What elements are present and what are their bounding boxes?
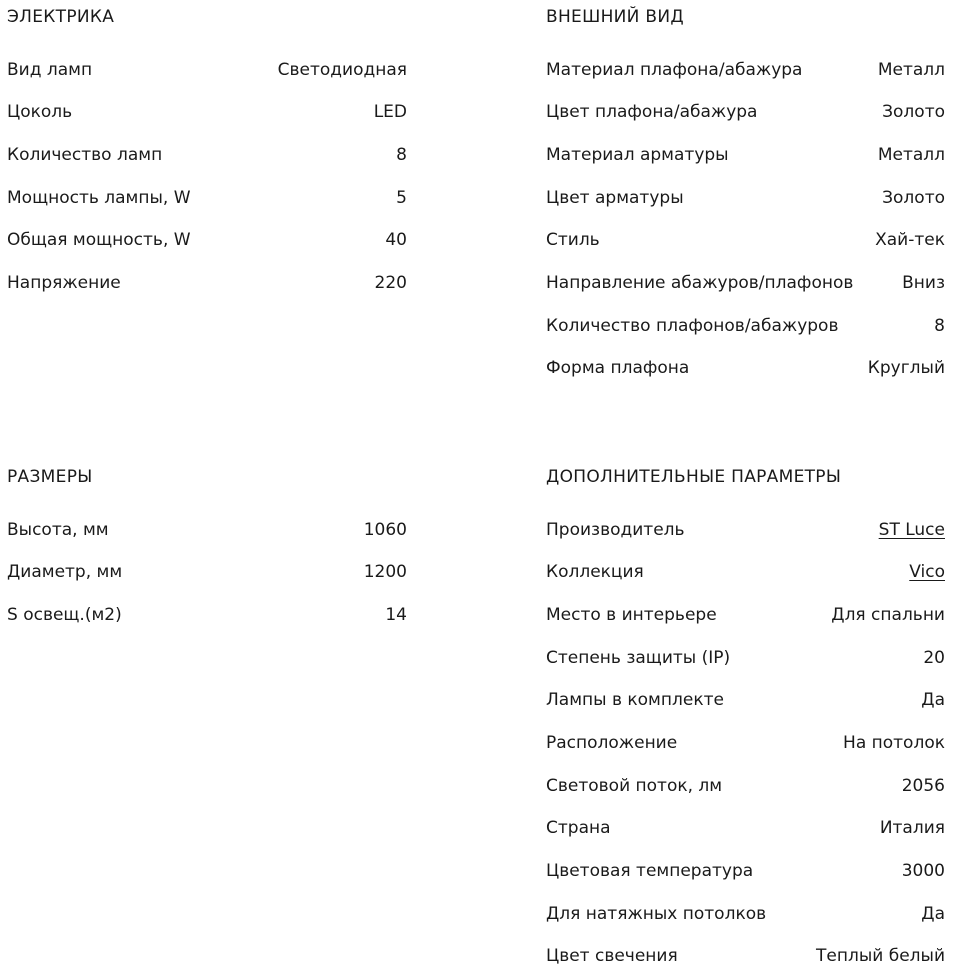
spec-label: Страна xyxy=(546,818,611,838)
spec-row-total-power xyxy=(7,228,407,252)
spec-label: Форма плафона xyxy=(546,358,690,378)
spec-row-shade-color xyxy=(546,100,945,124)
spec-row-lamp-count xyxy=(7,143,407,167)
spec-value: 8 xyxy=(934,316,945,336)
spec-row-luminous-flux xyxy=(546,774,945,798)
spec-label: Высота, мм xyxy=(7,520,109,540)
spec-row-interior-place xyxy=(546,603,945,627)
spec-row-diameter xyxy=(7,560,407,584)
spec-label: Цвет арматуры xyxy=(546,188,684,208)
spec-label: Производитель xyxy=(546,520,685,540)
spec-row-shade-count xyxy=(546,314,945,338)
spec-label: Степень защиты (IP) xyxy=(546,648,731,668)
spec-value: LED xyxy=(373,102,407,122)
appearance-section xyxy=(546,0,945,390)
spec-label: Количество плафонов/абажуров xyxy=(546,316,839,336)
spec-label: Мощность лампы, W xyxy=(7,188,191,208)
spec-row-height xyxy=(7,518,407,542)
spec-row-mounting xyxy=(546,731,945,755)
spec-row-lamps-included xyxy=(546,688,945,712)
spec-row-shade-shape xyxy=(546,356,945,380)
spec-value: Да xyxy=(921,690,945,710)
spec-row-shade-material xyxy=(546,58,945,82)
electrics-section-title: ЭЛЕКТРИКА xyxy=(7,7,115,27)
spec-value: Золото xyxy=(882,102,945,122)
spec-label: Напряжение xyxy=(7,273,121,293)
spec-label: Лампы в комплекте xyxy=(546,690,724,710)
spec-value: 1200 xyxy=(363,562,407,582)
spec-value: 20 xyxy=(923,648,945,668)
spec-value: Для спальни xyxy=(831,605,945,625)
spec-row-frame-material xyxy=(546,143,945,167)
spec-row-collection xyxy=(546,560,945,584)
extra-params-section-title: ДОПОЛНИТЕЛЬНЫЕ ПАРАМЕТРЫ xyxy=(546,467,842,487)
spec-label: Количество ламп xyxy=(7,145,163,165)
spec-value: 14 xyxy=(385,605,407,625)
spec-value: 8 xyxy=(396,145,407,165)
manufacturer-link[interactable]: ST Luce xyxy=(878,520,945,540)
spec-label: Для натяжных потолков xyxy=(546,904,767,924)
spec-label: Стиль xyxy=(546,230,600,250)
spec-row-socket xyxy=(7,100,407,124)
spec-label: Общая мощность, W xyxy=(7,230,191,250)
spec-value: Круглый xyxy=(867,358,945,378)
spec-label: Направление абажуров/плафонов xyxy=(546,273,854,293)
spec-label: Световой поток, лм xyxy=(546,776,723,796)
spec-value: 1060 xyxy=(363,520,407,540)
spec-label: Цвет плафона/абажура xyxy=(546,102,758,122)
spec-row-voltage xyxy=(7,271,407,295)
spec-value: Теплый белый xyxy=(816,946,945,966)
spec-row-light-color xyxy=(546,944,945,968)
spec-value: Золото xyxy=(882,188,945,208)
spec-value: На потолок xyxy=(843,733,945,753)
spec-label: Цвет свечения xyxy=(546,946,678,966)
spec-label: Вид ламп xyxy=(7,60,93,80)
electrics-section xyxy=(7,0,407,300)
spec-row-lamp-type xyxy=(7,58,407,82)
spec-value: 40 xyxy=(385,230,407,250)
spec-row-color-temperature xyxy=(546,859,945,883)
spec-value: Хай-тек xyxy=(875,230,945,250)
spec-value: 220 xyxy=(374,273,407,293)
dimensions-section xyxy=(7,460,407,630)
spec-row-stretch-ceiling xyxy=(546,902,945,926)
spec-value: Вниз xyxy=(902,273,945,293)
dimensions-section-title: РАЗМЕРЫ xyxy=(7,467,93,487)
spec-value: Металл xyxy=(877,145,945,165)
spec-label: Расположение xyxy=(546,733,678,753)
spec-label: Место в интерьере xyxy=(546,605,717,625)
spec-value: 2056 xyxy=(901,776,945,796)
spec-row-ip-rating xyxy=(546,646,945,670)
collection-link[interactable]: Vico xyxy=(909,562,945,582)
spec-row-frame-color xyxy=(546,186,945,210)
spec-label: Коллекция xyxy=(546,562,644,582)
spec-label: Материал арматуры xyxy=(546,145,729,165)
spec-row-manufacturer xyxy=(546,518,945,542)
spec-label: Цоколь xyxy=(7,102,73,122)
spec-value: 3000 xyxy=(901,861,945,881)
spec-row-shade-direction xyxy=(546,271,945,295)
spec-value: 5 xyxy=(396,188,407,208)
spec-label: Материал плафона/абажура xyxy=(546,60,803,80)
spec-row-style xyxy=(546,228,945,252)
spec-value: Светодиодная xyxy=(277,60,407,80)
spec-value: Да xyxy=(921,904,945,924)
spec-label: Диаметр, мм xyxy=(7,562,123,582)
extra-params-section xyxy=(546,460,945,975)
spec-value: Металл xyxy=(877,60,945,80)
appearance-section-title: ВНЕШНИЙ ВИД xyxy=(546,7,684,27)
spec-row-lamp-power xyxy=(7,186,407,210)
spec-row-lit-area xyxy=(7,603,407,627)
spec-value: Италия xyxy=(879,818,945,838)
spec-row-country xyxy=(546,816,945,840)
spec-label: Цветовая температура xyxy=(546,861,754,881)
spec-label: S освещ.(м2) xyxy=(7,605,122,625)
